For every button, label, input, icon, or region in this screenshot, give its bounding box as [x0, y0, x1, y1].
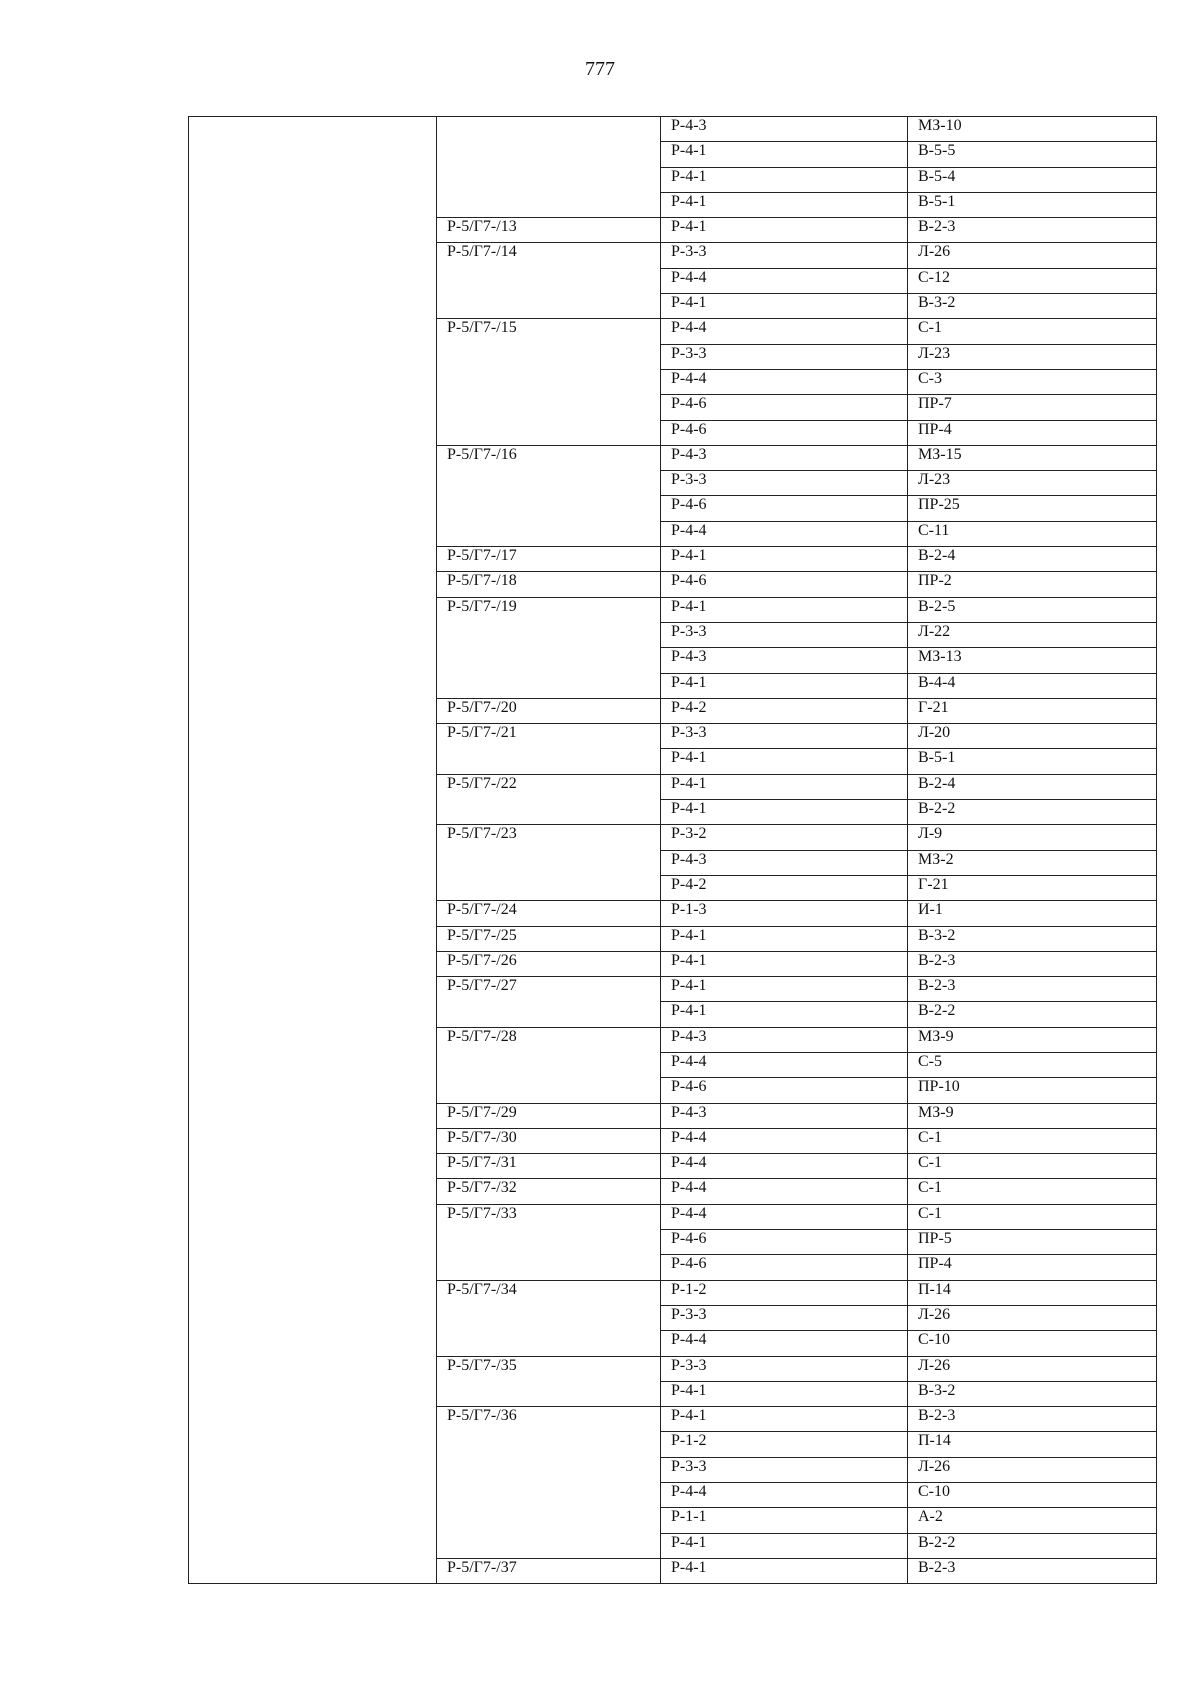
value-code-cell: П-14 — [908, 1432, 1157, 1457]
group-code-cell: Р-5/Г7-/25 — [437, 926, 661, 951]
value-code-cell: С-1 — [908, 1154, 1157, 1179]
reference-code-cell: Р-4-4 — [661, 1052, 908, 1077]
group-code-cell: Р-5/Г7-/13 — [437, 218, 661, 243]
group-code-cell: Р-5/Г7-/22 — [437, 774, 661, 825]
reference-code-cell: Р-4-4 — [661, 369, 908, 394]
value-code-cell: В-3-2 — [908, 926, 1157, 951]
value-code-cell: Л-26 — [908, 1457, 1157, 1482]
value-code-cell: В-2-5 — [908, 597, 1157, 622]
reference-code-cell: Р-4-1 — [661, 1533, 908, 1558]
reference-code-cell: Р-3-3 — [661, 243, 908, 268]
value-code-cell: В-5-4 — [908, 167, 1157, 192]
group-code-cell: Р-5/Г7-/27 — [437, 977, 661, 1028]
reference-code-cell: Р-4-6 — [661, 395, 908, 420]
value-code-cell: Л-23 — [908, 344, 1157, 369]
reference-code-cell: Р-4-4 — [661, 1154, 908, 1179]
reference-code-cell: Р-4-1 — [661, 547, 908, 572]
reference-code-cell: Р-4-1 — [661, 597, 908, 622]
reference-code-cell: Р-4-6 — [661, 1230, 908, 1255]
reference-code-cell: Р-4-3 — [661, 1103, 908, 1128]
reference-code-cell: Р-3-3 — [661, 724, 908, 749]
value-code-cell: В-2-3 — [908, 1407, 1157, 1432]
value-code-cell: П-14 — [908, 1280, 1157, 1305]
value-code-cell: ПР-7 — [908, 395, 1157, 420]
reference-code-cell: Р-4-1 — [661, 1381, 908, 1406]
value-code-cell: С-12 — [908, 268, 1157, 293]
value-code-cell: МЗ-9 — [908, 1027, 1157, 1052]
value-code-cell: МЗ-9 — [908, 1103, 1157, 1128]
value-code-cell: С-10 — [908, 1331, 1157, 1356]
group-code-cell — [437, 117, 661, 218]
reference-code-cell: Р-4-1 — [661, 192, 908, 217]
value-code-cell: В-2-2 — [908, 800, 1157, 825]
value-code-cell: В-2-4 — [908, 774, 1157, 799]
reference-code-cell: Р-4-1 — [661, 218, 908, 243]
value-code-cell: В-5-1 — [908, 749, 1157, 774]
value-code-cell: С-5 — [908, 1052, 1157, 1077]
group-code-cell: Р-5/Г7-/19 — [437, 597, 661, 698]
group-code-cell: Р-5/Г7-/26 — [437, 951, 661, 976]
group-code-cell: Р-5/Г7-/34 — [437, 1280, 661, 1356]
page-number: 777 — [585, 58, 615, 80]
left-empty-column — [189, 117, 437, 1584]
group-code-cell: Р-5/Г7-/16 — [437, 445, 661, 546]
value-code-cell: С-3 — [908, 369, 1157, 394]
value-code-cell: Г-21 — [908, 875, 1157, 900]
value-code-cell: С-1 — [908, 1179, 1157, 1204]
group-code-cell: Р-5/Г7-/36 — [437, 1407, 661, 1559]
reference-code-cell: Р-4-1 — [661, 951, 908, 976]
value-code-cell: В-2-3 — [908, 977, 1157, 1002]
table-row — [189, 117, 1157, 142]
reference-code-cell: Р-4-1 — [661, 926, 908, 951]
group-code-cell: Р-5/Г7-/23 — [437, 825, 661, 901]
reference-code-cell: Р-4-4 — [661, 1483, 908, 1508]
group-code-cell: Р-5/Г7-/14 — [437, 243, 661, 319]
reference-code-cell: Р-4-6 — [661, 420, 908, 445]
group-code-cell: Р-5/Г7-/20 — [437, 698, 661, 723]
reference-code-cell: Р-4-6 — [661, 1078, 908, 1103]
value-code-cell: ПР-10 — [908, 1078, 1157, 1103]
value-code-cell: В-2-3 — [908, 1558, 1157, 1583]
group-code-cell: Р-5/Г7-/24 — [437, 901, 661, 926]
value-code-cell: МЗ-10 — [908, 117, 1157, 142]
reference-code-cell: Р-1-2 — [661, 1432, 908, 1457]
reference-code-cell: Р-4-1 — [661, 294, 908, 319]
group-code-cell: Р-5/Г7-/32 — [437, 1179, 661, 1204]
reference-code-cell: Р-4-1 — [661, 1407, 908, 1432]
value-code-cell: В-5-5 — [908, 142, 1157, 167]
value-code-cell: И-1 — [908, 901, 1157, 926]
reference-code-cell: Р-4-2 — [661, 875, 908, 900]
reference-code-cell: Р-1-2 — [661, 1280, 908, 1305]
group-code-cell: Р-5/Г7-/21 — [437, 724, 661, 775]
reference-code-cell: Р-1-3 — [661, 901, 908, 926]
reference-code-cell: Р-4-3 — [661, 850, 908, 875]
reference-code-cell: Р-4-6 — [661, 1255, 908, 1280]
reference-code-cell: Р-4-4 — [661, 268, 908, 293]
reference-code-cell: Р-1-1 — [661, 1508, 908, 1533]
group-code-cell: Р-5/Г7-/37 — [437, 1558, 661, 1583]
reference-code-cell: Р-4-1 — [661, 1558, 908, 1583]
reference-code-cell: Р-3-3 — [661, 1356, 908, 1381]
value-code-cell: В-4-4 — [908, 673, 1157, 698]
reference-code-cell: Р-4-4 — [661, 1179, 908, 1204]
value-code-cell: ПР-5 — [908, 1230, 1157, 1255]
reference-code-cell: Р-3-3 — [661, 1457, 908, 1482]
reference-code-cell: Р-4-6 — [661, 496, 908, 521]
table-body — [189, 117, 1157, 1584]
group-code-cell: Р-5/Г7-/31 — [437, 1154, 661, 1179]
value-code-cell: ПР-4 — [908, 420, 1157, 445]
value-code-cell: ПР-2 — [908, 572, 1157, 597]
value-code-cell: В-2-3 — [908, 218, 1157, 243]
value-code-cell: В-2-3 — [908, 951, 1157, 976]
reference-code-cell: Р-4-3 — [661, 445, 908, 470]
reference-code-cell: Р-3-3 — [661, 622, 908, 647]
reference-code-cell: Р-4-3 — [661, 1027, 908, 1052]
reference-code-cell: Р-4-1 — [661, 977, 908, 1002]
reference-code-cell: Р-4-1 — [661, 749, 908, 774]
value-code-cell: ПР-4 — [908, 1255, 1157, 1280]
group-code-cell: Р-5/Г7-/18 — [437, 572, 661, 597]
reference-code-cell: Р-4-4 — [661, 1128, 908, 1153]
value-code-cell: В-2-4 — [908, 547, 1157, 572]
value-code-cell: Л-22 — [908, 622, 1157, 647]
reference-code-cell: Р-4-1 — [661, 673, 908, 698]
group-code-cell: Р-5/Г7-/17 — [437, 547, 661, 572]
value-code-cell: Л-26 — [908, 1356, 1157, 1381]
reference-code-cell: Р-4-4 — [661, 1331, 908, 1356]
value-code-cell: Л-20 — [908, 724, 1157, 749]
value-code-cell: Л-26 — [908, 1305, 1157, 1330]
reference-code-cell: Р-4-6 — [661, 572, 908, 597]
value-code-cell: МЗ-13 — [908, 648, 1157, 673]
reference-code-cell: Р-4-1 — [661, 774, 908, 799]
group-code-cell: Р-5/Г7-/28 — [437, 1027, 661, 1103]
value-code-cell: МЗ-2 — [908, 850, 1157, 875]
reference-code-cell: Р-4-1 — [661, 800, 908, 825]
value-code-cell: В-3-2 — [908, 294, 1157, 319]
value-code-cell: С-1 — [908, 1204, 1157, 1229]
reference-code-cell: Р-4-3 — [661, 117, 908, 142]
reference-code-cell: Р-3-3 — [661, 471, 908, 496]
reference-code-cell: Р-4-4 — [661, 319, 908, 344]
group-code-cell: Р-5/Г7-/35 — [437, 1356, 661, 1407]
value-code-cell: Г-21 — [908, 698, 1157, 723]
value-code-cell: МЗ-15 — [908, 445, 1157, 470]
value-code-cell: С-11 — [908, 521, 1157, 546]
reference-code-cell: Р-3-2 — [661, 825, 908, 850]
reference-code-cell: Р-4-3 — [661, 648, 908, 673]
value-code-cell: В-2-2 — [908, 1533, 1157, 1558]
reference-code-cell: Р-4-4 — [661, 1204, 908, 1229]
reference-code-cell: Р-4-1 — [661, 142, 908, 167]
reference-code-cell: Р-3-3 — [661, 344, 908, 369]
value-code-cell: С-1 — [908, 1128, 1157, 1153]
reference-code-cell: Р-4-1 — [661, 1002, 908, 1027]
value-code-cell: В-2-2 — [908, 1002, 1157, 1027]
data-table — [188, 116, 1157, 1584]
reference-code-cell: Р-4-1 — [661, 167, 908, 192]
group-code-cell: Р-5/Г7-/29 — [437, 1103, 661, 1128]
value-code-cell: А-2 — [908, 1508, 1157, 1533]
value-code-cell: ПР-25 — [908, 496, 1157, 521]
value-code-cell: Л-26 — [908, 243, 1157, 268]
value-code-cell: С-1 — [908, 319, 1157, 344]
value-code-cell: Л-23 — [908, 471, 1157, 496]
value-code-cell: Л-9 — [908, 825, 1157, 850]
group-code-cell: Р-5/Г7-/33 — [437, 1204, 661, 1280]
group-code-cell: Р-5/Г7-/30 — [437, 1128, 661, 1153]
reference-code-cell: Р-4-4 — [661, 521, 908, 546]
value-code-cell: В-5-1 — [908, 192, 1157, 217]
group-code-cell: Р-5/Г7-/15 — [437, 319, 661, 445]
reference-code-cell: Р-3-3 — [661, 1305, 908, 1330]
value-code-cell: В-3-2 — [908, 1381, 1157, 1406]
value-code-cell: С-10 — [908, 1483, 1157, 1508]
reference-code-cell: Р-4-2 — [661, 698, 908, 723]
